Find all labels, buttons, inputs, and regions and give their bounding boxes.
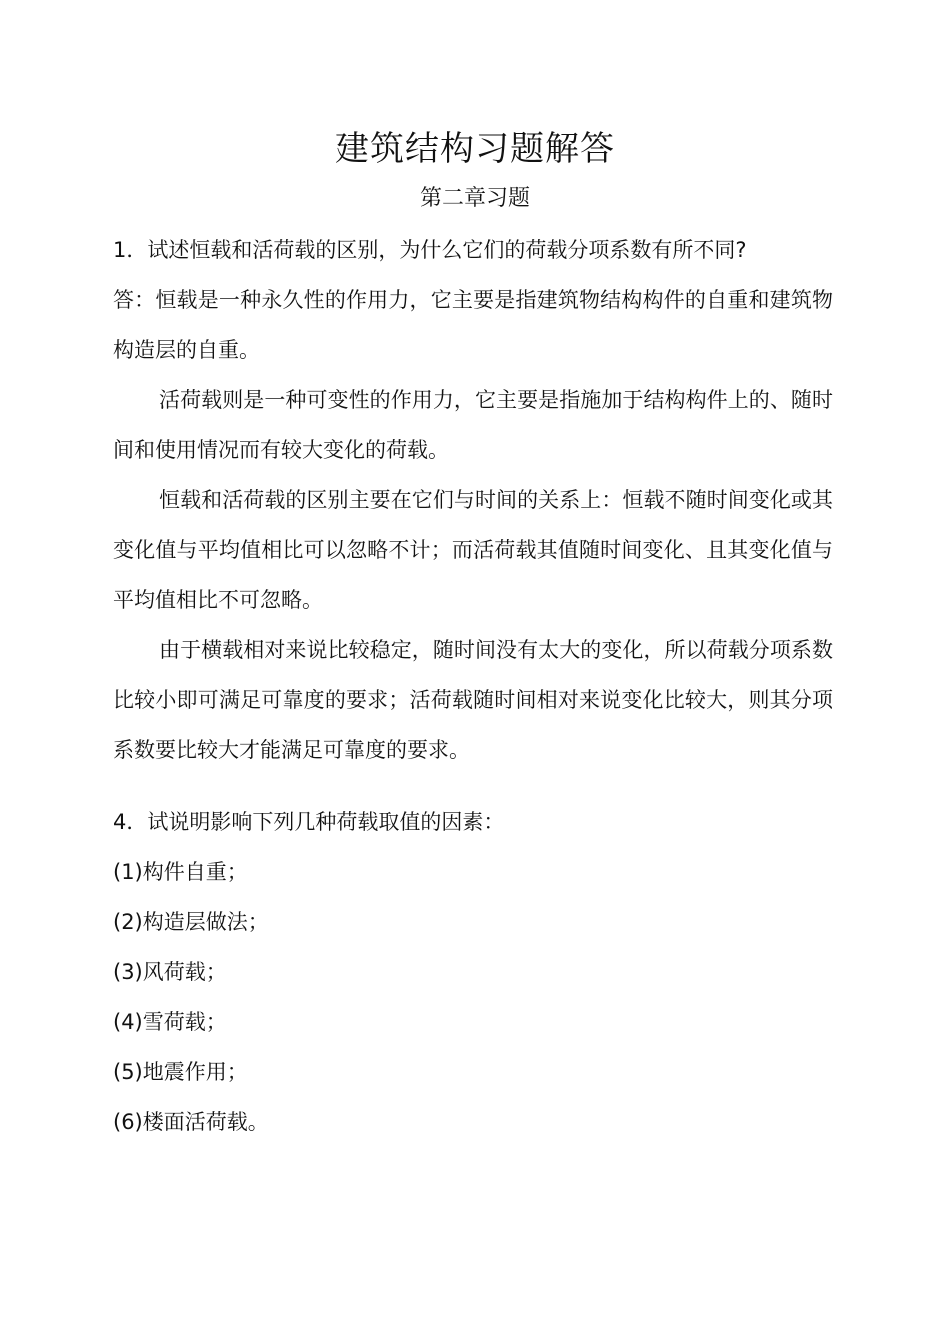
answer-paragraph-text: 答：恒载是一种永久性的作用力，它主要是指建筑物结构构件的自重和建筑物构造层的自重。 [113,288,833,362]
answer-1-paragraph-3 [113,475,833,625]
factor-item-2: (2)构造层做法； [113,910,269,934]
question-1 [113,225,833,275]
factor-item-1: (1)构件自重； [113,860,248,884]
answer-paragraph-text: 恒载和活荷载的区别主要在它们与时间的关系上：恒载不随时间变化或其变化值与平均值相比可以忽略不计；而活荷载其值随时间变化、且其变化值与平均值相比不可忽略。 [113,488,833,612]
answer-paragraph-text: 活荷载则是一种可变性的作用力，它主要是指施加于结构构件上的、随时间和使用情况而有较大变化的荷载。 [113,388,833,462]
factor-item-6: (6)楼面活荷载。 [113,1110,269,1134]
factor-item-4: (4)雪荷载； [113,1010,227,1034]
factor-item-5: (5)地震作用； [113,1060,248,1084]
answer-1-paragraph-4 [113,625,833,775]
question-4-text: 4．试说明影响下列几种荷载取值的因素： [113,810,505,834]
document-title: 建筑结构习题解答 [335,129,615,169]
chapter-heading: 第二章习题 [419,186,530,211]
answer-paragraph-text: 由于横载相对来说比较稳定，随时间没有太大的变化，所以荷载分项系数比较小即可满足可靠度的要求；活荷载随时间相对来说变化比较大，则其分项系数要比较大才能满足可靠度的要求。 [113,638,833,762]
factor-list [113,847,833,1147]
factor-item-3: (3)风荷载； [113,960,227,984]
question-1-text: 1．试述恒载和活荷载的区别，为什么它们的荷载分项系数有所不同? [113,238,747,262]
answer-1-paragraph-1 [113,275,833,375]
answer-1-paragraph-2 [113,375,833,475]
question-4 [113,797,833,847]
